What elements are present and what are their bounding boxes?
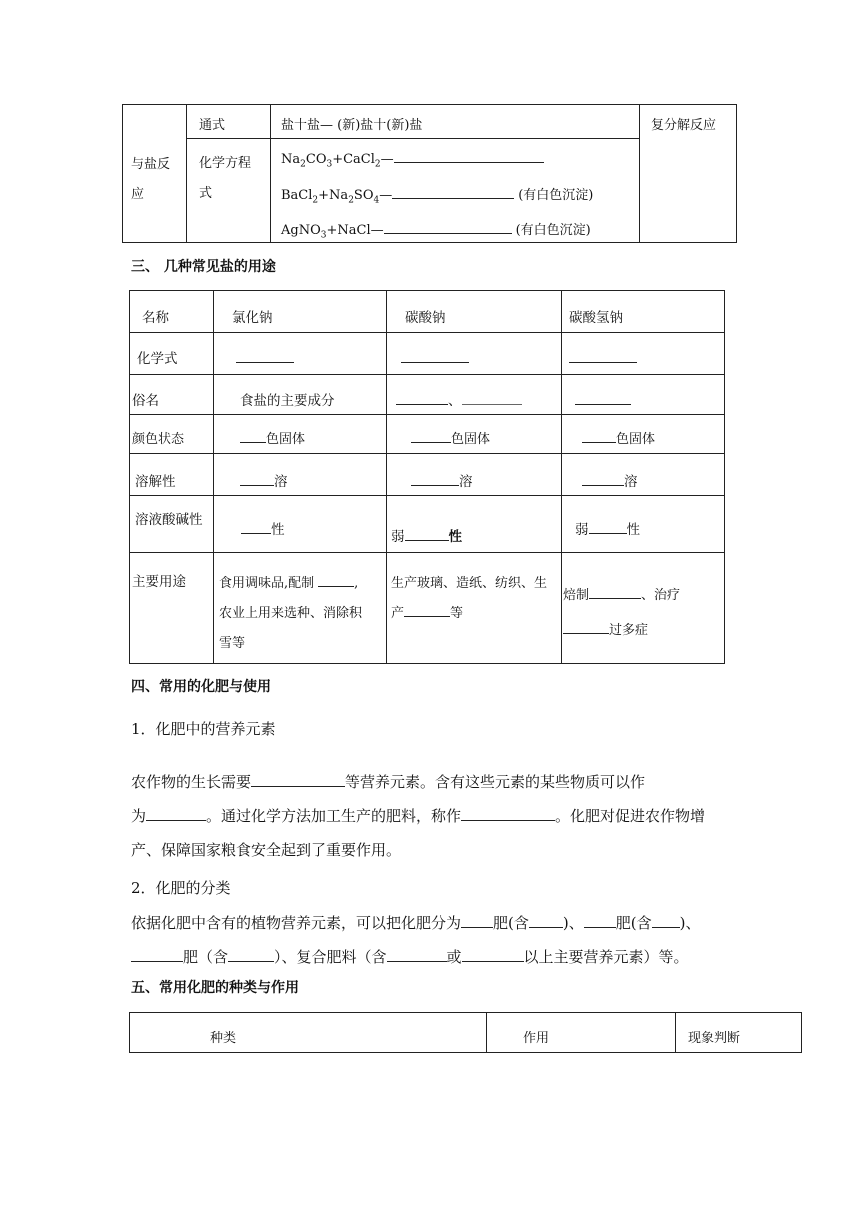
nahco3-color: 色固体 xyxy=(582,428,655,447)
blank-nahco3-common-name xyxy=(575,392,631,405)
row-acidity: 溶液酸碱性 xyxy=(135,512,203,528)
nacl-solubility: 溶 xyxy=(240,470,288,490)
paragraph-nutrients: 农作物的生长需要 等营养元素。含有这些元素的某些物质可以作 为 。通过化学方法加工生产的肥料，称作 。化肥对促进农作物增 产、保障国家粮食安全起到了重要作用。 xyxy=(131,773,706,859)
row-usage: 主要用途 xyxy=(132,574,186,590)
nacl-common-name: 食盐的主要成分 xyxy=(240,393,335,409)
section-3-title: 三、 几种常见盐的用途 xyxy=(131,259,276,275)
equation-2: $BaCl_2+Na_2SO_4—$ (有白色沉淀) xyxy=(281,184,593,203)
row-solubility: 溶解性 xyxy=(135,474,176,490)
row-formula: 化学式 xyxy=(137,351,178,367)
nacl-color: 色固体 xyxy=(240,428,305,447)
header-nahco3: 碳酸氢钠 xyxy=(569,310,623,326)
tongshi-value: 盐十盐— (新)盐十(新)盐 xyxy=(281,118,423,133)
nacl-acidity: 性 xyxy=(241,518,285,538)
tongshi-label: 通式 xyxy=(199,118,226,133)
na2co3-solubility: 溶 xyxy=(411,470,473,490)
equation-1: $Na_2CO_3+CaCl_2—$ xyxy=(281,149,544,167)
paragraph-classification: 依据化肥中含有的植物营养元素，可以把化肥分为 肥(含 )、 肥(含 )、 肥（含 ）、复合肥料（含 或 以上主要营养元素）等。 xyxy=(131,914,701,966)
blank-formula-nahco3 xyxy=(569,350,637,363)
header-effect: 作用 xyxy=(523,1031,550,1046)
reaction-type: 复分解反应 xyxy=(651,118,717,133)
na2co3-acidity: 弱 性 xyxy=(391,525,462,545)
header-judgement: 现象判断 xyxy=(688,1031,741,1046)
subsection-2-title: 2．化肥的分类 xyxy=(131,879,231,897)
equation-label: 化学方程式 xyxy=(199,156,252,201)
na2co3-color: 色固体 xyxy=(411,428,490,447)
header-na2co3: 碳酸钠 xyxy=(405,310,446,326)
subsection-1-title: 1．化肥中的营养元素 xyxy=(131,720,276,738)
nahco3-solubility: 溶 xyxy=(582,470,638,490)
nacl-usage: 食用调味品,配制 , 农业上用来选种、消除积 雪等 xyxy=(219,569,383,659)
na2co3-usage: 生产玻璃、造纸、纺织、生 产 等 xyxy=(391,576,548,621)
header-name: 名称 xyxy=(142,310,169,326)
nahco3-acidity: 弱 性 xyxy=(575,518,640,538)
equation-3: AgNO$_3$+NaCl— (有白色沉淀) xyxy=(281,219,591,238)
na2co3-common-name: 、 xyxy=(396,389,522,409)
header-type: 种类 xyxy=(210,1031,237,1046)
row-color: 颜色状态 xyxy=(132,432,185,447)
section-4-title: 四、常用的化肥与使用 xyxy=(131,679,271,695)
section-5-title: 五、常用化肥的种类与作用 xyxy=(131,980,299,996)
row-label-1: 与盐反应 xyxy=(131,157,171,202)
nahco3-usage: 焙制 、治疗 过多症 xyxy=(563,578,723,648)
blank-formula-nacl xyxy=(236,350,294,363)
blank-formula-na2co3 xyxy=(401,350,469,363)
row-common-name: 俗名 xyxy=(132,393,159,409)
header-nacl: 氯化钠 xyxy=(232,310,273,326)
